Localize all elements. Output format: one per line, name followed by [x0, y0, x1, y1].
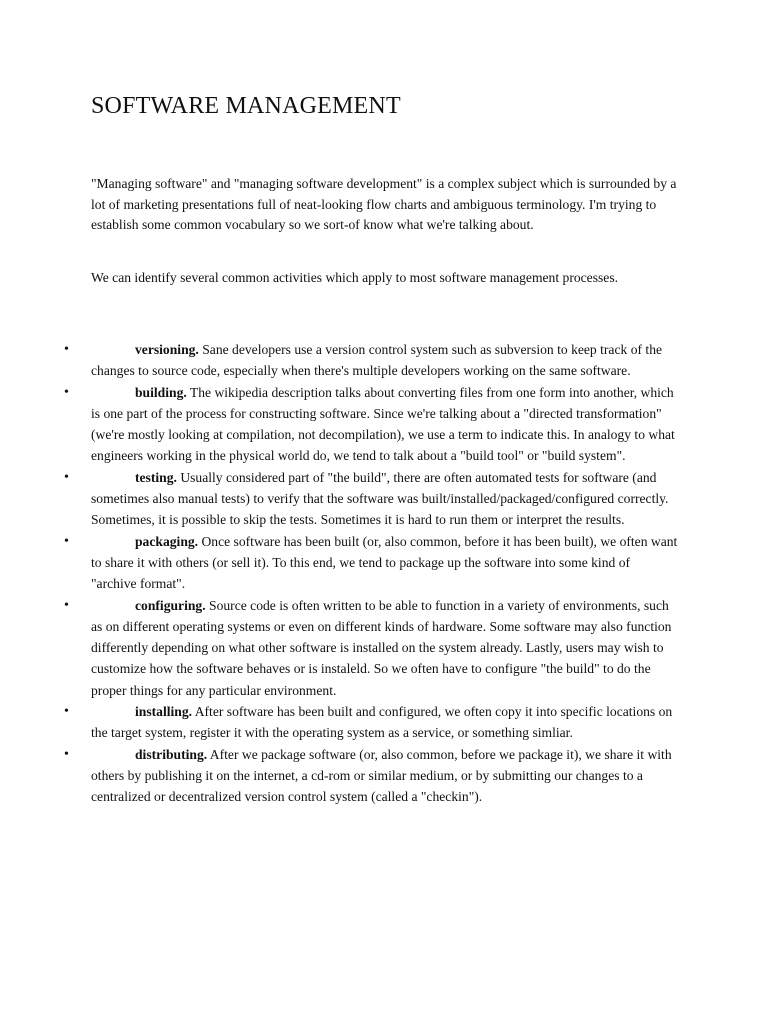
term-label: packaging.	[135, 533, 199, 549]
list-item-distributing	[0, 744, 678, 808]
list-item-versioning	[0, 339, 678, 382]
list-item-testing	[0, 467, 678, 531]
term-description: After software has been built and configured, we often copy it into specific locations on the target system, register it with the operating system as a service, or something simliar.	[91, 704, 673, 741]
term-description: The wikipedia description talks about converting files from one form into another, which is one part of the process for constructing software. Since we're talking about a "directed transformation" (we're mostly looking at compilation, not decompilation), we use a term to indicate this. In analogy to what engineers working in the physical world do, we tend to talk about a "build tool" or "build system".	[91, 384, 675, 464]
term-description: Sane developers use a version control system such as subversion to keep track of the changes to source code, especially when there's multiple developers working on the same software.	[91, 342, 663, 379]
list-item-configuring	[0, 595, 678, 701]
bullet-icon: •	[64, 746, 69, 762]
term-label: versioning.	[135, 342, 199, 357]
document-title: SOFTWARE MANAGEMENT	[91, 93, 401, 119]
bullet-icon: •	[64, 342, 69, 357]
term-label: testing.	[135, 469, 177, 485]
list-item-packaging	[0, 531, 678, 595]
bullet-icon: •	[64, 704, 69, 720]
term-description: Source code is often written to be able to function in a variety of environments, such as on different operating systems or even on different kinds of hardware. Some software may also function differently depending on what other software is installed on the system already. Lastly, users may wish to customize how the software behaves or is instaleld. So we often have to configure "the build" to do the proper things for any particular environment.	[91, 597, 672, 698]
bullet-icon: •	[64, 597, 69, 613]
bullet-icon: •	[64, 533, 69, 549]
intro-paragraph: "Managing software" and "managing software development" is a complex subject which is surrounded by a lot of marketing presentations full of neat-looking flow charts and ambiguous terminology. I'm trying to establish some common vocabulary so we sort-of know what we're talking about.	[91, 176, 677, 232]
term-description: Once software has been built (or, also common, before it has been built), we often want to share it with others (or sell it). To this end, we tend to package up the software into some kind of "archive format".	[91, 533, 678, 592]
activities-list	[0, 339, 768, 808]
list-item-building	[0, 382, 678, 467]
term-label: distributing.	[135, 746, 208, 762]
term-description: After we package software (or, also common, before we package it), we share it with others by publishing it on the internet, a cd-rom or similar medium, or by submitting our changes to a centralized or decentralized version control system (called a "checkin").	[91, 746, 672, 805]
activities-intro-paragraph: We can identify several common activities which apply to most software management processes.	[91, 270, 619, 285]
term-label: building.	[135, 384, 187, 400]
bullet-icon: •	[64, 469, 69, 485]
term-description: Usually considered part of "the build", there are often automated tests for software (and sometimes also manual tests) to verify that the software was built/installed/packaged/configured correctly. Sometimes, it is possible to skip the tests. Sometimes it is hard to run them or interpret the results.	[91, 469, 669, 528]
term-label: configuring.	[135, 597, 206, 613]
term-label: installing.	[135, 704, 193, 720]
bullet-icon: •	[64, 384, 69, 400]
list-item-installing	[0, 701, 678, 744]
